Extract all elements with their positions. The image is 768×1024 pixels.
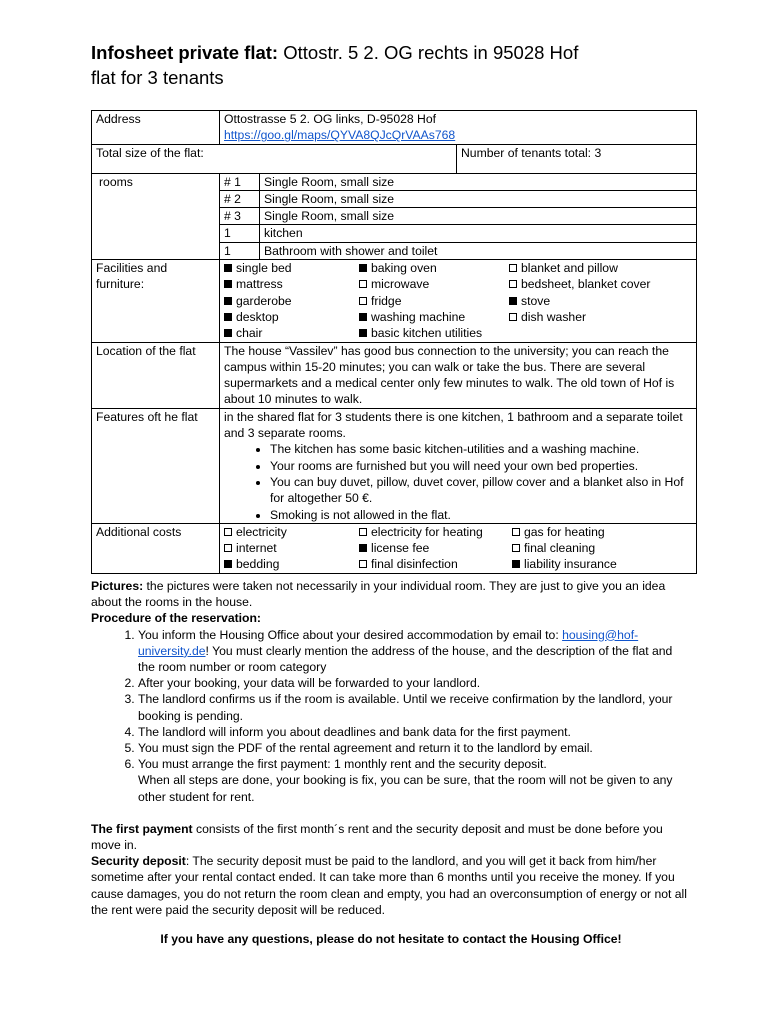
features-cell (220, 408, 697, 523)
pictures-paragraph (91, 578, 691, 610)
list-item: • Your rooms are furnished but you will need your own bed properties. (270, 458, 692, 474)
empty-box-icon (359, 528, 367, 536)
location-label: Location of the flat (92, 342, 220, 408)
facilities-label: garderobe (236, 293, 292, 308)
facilities-label: Facilities and furniture: (92, 260, 220, 342)
size-label: Total size of the flat: (92, 144, 457, 173)
deposit-paragraph (91, 853, 691, 918)
facilities-item (359, 260, 509, 276)
costs-label: Additional costs (92, 523, 220, 573)
checked-box-icon (359, 329, 367, 337)
maps-link[interactable]: https://goo.gl/maps/QYVA8QJcQrVAAs768 (224, 128, 456, 143)
room-num: # 3 (220, 208, 260, 225)
costs-item (224, 540, 359, 556)
rooms-label (92, 173, 220, 259)
list-item (138, 627, 691, 676)
checked-box-icon (509, 297, 517, 305)
header (91, 40, 697, 90)
room-num: 1 (220, 225, 260, 242)
features-label: Features oft he flat (92, 408, 220, 523)
facilities-label: baking oven (371, 261, 437, 276)
checked-box-icon (224, 313, 232, 321)
address-row (92, 111, 697, 145)
deposit-label: Security deposit (91, 854, 186, 869)
features-row (92, 408, 697, 523)
page-title (91, 40, 697, 65)
facilities-item (509, 276, 689, 292)
costs-cell (220, 523, 697, 573)
facilities-item (224, 293, 359, 309)
facilities-label: desktop (236, 309, 279, 324)
address-cell (220, 111, 697, 145)
facilities-grid (224, 260, 692, 341)
rooms-label-text: rooms (99, 174, 133, 189)
procedure-heading (91, 610, 691, 626)
step1-post: ! You must clearly mention the address of the house, and the description of the flat and the room number or room category (138, 643, 673, 675)
checked-box-icon (224, 264, 232, 272)
facilities-cell (220, 260, 697, 342)
facilities-row (92, 260, 697, 342)
empty-box-icon (359, 560, 367, 568)
facilities-label: bedsheet, blanket cover (521, 277, 651, 292)
costs-grid (224, 524, 692, 573)
list-item: • You can buy duvet, pillow, duvet cover, pillow cover and a blanket also in Hof for altogether 50 €. (270, 474, 692, 507)
costs-item (224, 524, 359, 540)
room-desc: Single Room, small size (260, 173, 697, 190)
facilities-item (224, 325, 359, 341)
location-text: The house “Vassilev” has good bus connection to the university; you can reach the campus within 15-20 minutes; you can walk or take the bus. There are several supermarkets and a medical center only few minutes to walk. The old town of Hof is about 10 minutes to walk. (220, 342, 697, 408)
list-item: 3. The landlord confirms us if the room is available. Until we receive confirmation by the landlord, your booking is pending. (138, 691, 691, 723)
costs-item (512, 524, 692, 540)
list-item: 4. The landlord will inform you about deadlines and bank data for the first payment. (138, 724, 691, 740)
empty-box-icon (509, 264, 517, 272)
location-row (92, 342, 697, 408)
first-payment-paragraph (91, 821, 691, 853)
facilities-item (359, 325, 509, 341)
facilities-item (509, 260, 689, 276)
costs-label: final disinfection (371, 557, 458, 572)
costs-label: final cleaning (524, 541, 596, 556)
list-item (138, 756, 691, 805)
room-num: 1 (220, 242, 260, 259)
pictures-text: the pictures were taken not necessarily in your individual room. They are just to give you an idea about the rooms in the house. (91, 579, 666, 610)
facilities-item (224, 276, 359, 292)
costs-item (224, 556, 359, 572)
facilities-item (359, 293, 509, 309)
checked-box-icon (359, 264, 367, 272)
costs-label: liability insurance (524, 557, 617, 572)
room-row (92, 173, 697, 190)
room-desc: Bathroom with shower and toilet (260, 242, 697, 259)
room-desc: Single Room, small size (260, 190, 697, 207)
features-intro: in the shared flat for 3 students there is one kitchen, 1 bathroom and a separate toilet and 3 separate rooms. (224, 409, 683, 441)
pictures-label: Pictures: (91, 579, 144, 593)
costs-label: electricity (236, 524, 287, 539)
checked-box-icon (359, 544, 367, 552)
costs-label: gas for heating (524, 524, 605, 539)
facilities-label: basic kitchen utilities (371, 326, 483, 341)
email-link[interactable]: housing@hof-university.de (138, 627, 639, 658)
empty-box-icon (359, 297, 367, 305)
checked-box-icon (224, 560, 232, 568)
room-num: # 1 (220, 173, 260, 190)
empty-box-icon (512, 544, 520, 552)
facilities-item (224, 309, 359, 325)
costs-label: license fee (371, 541, 430, 556)
address-value: Ottostrasse 5 2. OG links, D-95028 Hof (224, 112, 437, 126)
address-label: Address (92, 111, 220, 145)
info-table (91, 110, 697, 574)
step6-more: When all steps are done, your booking is fix, you can be sure, that the room will not be given to any other student for rent. (138, 773, 673, 804)
checked-box-icon (512, 560, 520, 568)
facilities-item (224, 260, 359, 276)
room-num: # 2 (220, 190, 260, 207)
costs-item (359, 524, 512, 540)
costs-item (512, 540, 692, 556)
tenants-label: Number of tenants total: 3 (457, 144, 697, 173)
costs-label: electricity for heating (371, 524, 483, 539)
empty-box-icon (359, 280, 367, 288)
size-row (92, 144, 697, 173)
list-item: • Smoking is not allowed in the flat. (270, 507, 692, 523)
facilities-label: dish washer (521, 309, 587, 324)
empty-box-icon (224, 528, 232, 536)
empty-box-icon (509, 280, 517, 288)
list-item: 5. You must sign the PDF of the rental agreement and return it to the landlord by email. (138, 740, 691, 756)
checked-box-icon (224, 297, 232, 305)
deposit-text: : The security deposit must be paid to the landlord, and you will get it back from him/her sometime after your rental contact ended. It can take more than 6 months until you receive the money. If you cause damages, you do not return the room clean and empty, you had an overconsumption of energy or not all the rent were paid the security deposit will be reduced. (91, 854, 687, 917)
facilities-label: single bed (236, 261, 292, 276)
facilities-label: blanket and pillow (521, 261, 618, 276)
facilities-label: microwave (371, 277, 430, 292)
checked-box-icon (224, 280, 232, 288)
room-desc: kitchen (260, 225, 697, 242)
costs-label: bedding (236, 557, 280, 572)
empty-box-icon (509, 313, 517, 321)
title-rest: Ottostr. 5 2. OG rechts in 95028 Hof (278, 42, 579, 63)
checked-box-icon (224, 329, 232, 337)
title-bold: Infosheet private flat: (91, 42, 279, 63)
facilities-label: stove (521, 293, 551, 308)
facilities-label: mattress (236, 277, 283, 292)
page-subtitle: flat for 3 tenants (91, 67, 224, 88)
facilities-item (359, 276, 509, 292)
facilities-item (509, 309, 689, 325)
empty-box-icon (224, 544, 232, 552)
facilities-label: washing machine (371, 309, 466, 324)
step1-text: You inform the Housing Office about your desired accommodation by email to: (138, 627, 563, 642)
list-item: 2. After your booking, your data will be forwarded to your landlord. (138, 675, 691, 691)
closing-note: If you have any questions, please do not hesitate to contact the Housing Office! (160, 932, 622, 947)
facilities-label: fridge (371, 293, 402, 308)
procedure-steps (91, 627, 691, 805)
list-item: • The kitchen has some basic kitchen-utilities and a washing machine. (270, 441, 692, 457)
costs-item (359, 540, 512, 556)
facilities-label: chair (236, 326, 263, 341)
first-payment-label: The first payment (91, 821, 193, 836)
costs-item (512, 556, 692, 572)
costs-item (359, 556, 512, 572)
checked-box-icon (359, 313, 367, 321)
room-desc: Single Room, small size (260, 208, 697, 225)
procedure-label: Procedure of the reservation: (91, 611, 261, 626)
facilities-item (509, 293, 689, 309)
costs-label: internet (236, 541, 277, 556)
features-list (224, 441, 692, 522)
facilities-item (359, 309, 509, 325)
step6-text: You must arrange the first payment: 1 monthly rent and the security deposit. (138, 757, 547, 772)
body-text (91, 578, 691, 947)
first-payment-text: consists of the first month´s rent and the security deposit and must be done before you move in. (91, 821, 663, 853)
costs-row (92, 523, 697, 573)
empty-box-icon (512, 528, 520, 536)
